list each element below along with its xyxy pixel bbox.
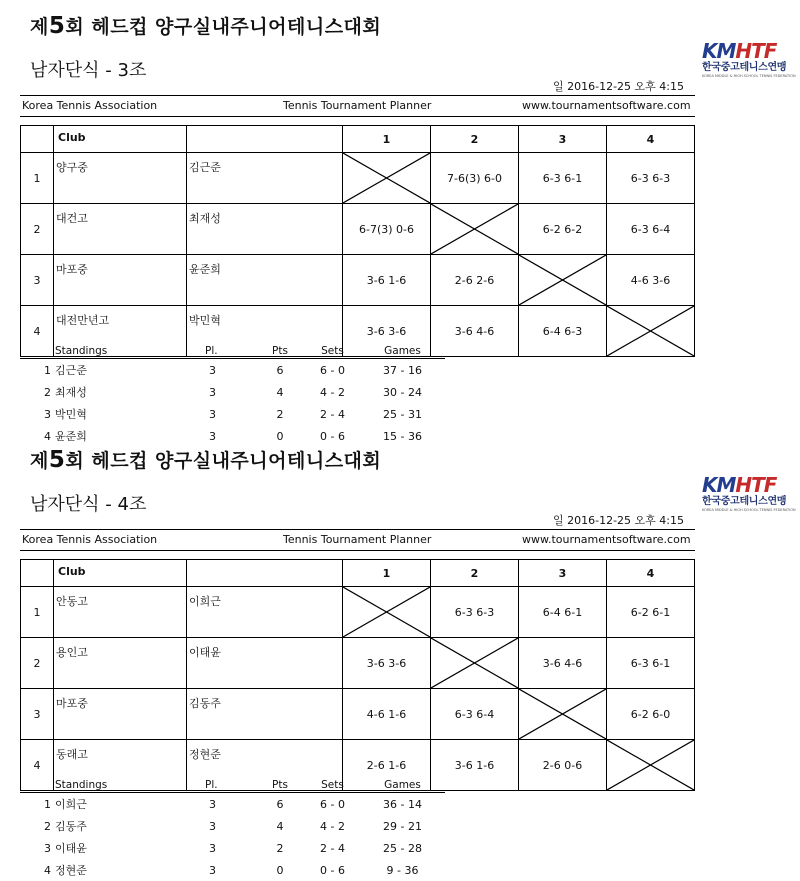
standings-header: Standings (20, 777, 195, 793)
print-date: 일 2016-12-25 오후 4:15 (553, 514, 684, 527)
standing-games: 15 - 36 (383, 429, 422, 443)
standings-row (20, 793, 445, 816)
player-name: 김동주 (187, 689, 343, 740)
seed-number: 1 (21, 153, 54, 204)
cross-mark (519, 689, 606, 739)
seed-number: 2 (21, 204, 54, 255)
standing-rank: 4 (44, 863, 51, 877)
standings-row (20, 381, 445, 403)
self-match-cell (343, 587, 431, 638)
cross-mark (343, 587, 430, 637)
round-robin-table (20, 125, 695, 357)
standing-played: 3 (209, 407, 216, 421)
logo-korean-text: 한국중고테니스연맹 (702, 62, 787, 73)
pl-header: Pl. (195, 343, 255, 359)
player-row (21, 689, 695, 740)
seed-number: 4 (21, 306, 54, 357)
club-name: 용인고 (54, 638, 187, 689)
header-blank-cell (21, 126, 54, 153)
match-score: 4-6 1-6 (343, 689, 431, 740)
player-row (21, 638, 695, 689)
standing-player: 이희근 (55, 798, 87, 811)
self-match-cell (607, 306, 695, 357)
pl-header: Pl. (195, 777, 255, 793)
match-score: 3-6 3-6 (343, 638, 431, 689)
standings-table (20, 777, 445, 881)
standing-rank: 3 (44, 407, 51, 421)
match-score: 6-3 6-3 (431, 587, 519, 638)
player-name: 최재성 (187, 204, 343, 255)
standing-rank: 2 (44, 819, 51, 833)
standing-points: 6 (276, 363, 284, 377)
club-name: 양구중 (54, 153, 187, 204)
player-row (21, 153, 695, 204)
standing-rank: 1 (44, 363, 51, 377)
standing-played: 3 (209, 385, 216, 399)
standing-sets: 4 - 2 (320, 819, 345, 833)
match-score: 3-6 4-6 (431, 306, 519, 357)
standing-rank: 3 (44, 841, 51, 855)
standing-played: 3 (209, 863, 216, 877)
standings-row (20, 403, 445, 425)
match-score: 4-6 3-6 (607, 255, 695, 306)
logo-mark: KMHTF (702, 473, 777, 497)
club-name: 동래고 (54, 740, 187, 791)
column-number: 2 (431, 560, 519, 587)
seed-number: 3 (21, 689, 54, 740)
header-bar (20, 95, 695, 117)
table-header-row (21, 560, 695, 587)
print-date: 일 2016-12-25 오후 4:15 (553, 80, 684, 93)
self-match-cell (431, 638, 519, 689)
self-match-cell (519, 255, 607, 306)
match-score: 6-2 6-1 (607, 587, 695, 638)
games-header: Games (360, 777, 445, 793)
pts-header: Pts (255, 343, 305, 359)
standing-sets: 2 - 4 (320, 407, 345, 421)
match-score: 6-3 6-1 (519, 153, 607, 204)
standings-header-row (20, 777, 445, 793)
standing-sets: 4 - 2 (320, 385, 345, 399)
self-match-cell (343, 153, 431, 204)
standings-row (20, 837, 445, 859)
match-score: 6-4 6-1 (519, 587, 607, 638)
standing-games: 36 - 14 (383, 797, 422, 811)
standing-games: 25 - 28 (383, 841, 422, 855)
standings-table (20, 343, 445, 447)
standing-points: 0 (276, 863, 284, 877)
cross-mark (431, 204, 518, 254)
group-subtitle: 남자단식 - 4조 (30, 494, 147, 515)
standing-player: 김근준 (55, 364, 87, 377)
standing-points: 2 (276, 407, 284, 421)
header-planner: Tennis Tournament Planner (283, 533, 432, 546)
column-number: 1 (343, 126, 431, 153)
match-score: 6-2 6-2 (519, 204, 607, 255)
player-row (21, 204, 695, 255)
player-row (21, 587, 695, 638)
table-header-row (21, 126, 695, 153)
header-website: www.tournamentsoftware.com (522, 533, 691, 546)
standing-player: 이태윤 (55, 842, 87, 855)
self-match-cell (519, 689, 607, 740)
column-number: 1 (343, 560, 431, 587)
match-score: 6-3 6-3 (607, 153, 695, 204)
club-name: 대전만년고 (54, 306, 187, 357)
standing-sets: 6 - 0 (320, 363, 345, 377)
header-blank-cell (187, 560, 343, 587)
seed-number: 3 (21, 255, 54, 306)
standing-games: 25 - 31 (383, 407, 422, 421)
club-name: 마포중 (54, 689, 187, 740)
standing-games: 37 - 16 (383, 363, 422, 377)
round-robin-table (20, 559, 695, 791)
player-name: 김근준 (187, 153, 343, 204)
standing-sets: 0 - 6 (320, 429, 345, 443)
logo-english-text: KOREA MIDDLE & HIGH SCHOOL TENNIS FEDERATION (702, 508, 796, 512)
pts-header: Pts (255, 777, 305, 793)
match-score: 6-3 6-4 (431, 689, 519, 740)
tournament-title: 제5회 헤드컵 양구실내주니어테니스대회 (30, 447, 382, 473)
match-score: 6-3 6-1 (607, 638, 695, 689)
federation-logo (702, 40, 794, 88)
group-section (0, 434, 800, 877)
match-score: 6-4 6-3 (519, 306, 607, 357)
sets-header: Sets (305, 777, 360, 793)
player-name: 박민혁 (187, 306, 343, 357)
standing-games: 9 - 36 (386, 863, 419, 877)
standing-points: 6 (276, 797, 284, 811)
match-score: 2-6 1-6 (343, 740, 431, 791)
column-number: 4 (607, 126, 695, 153)
seed-number: 4 (21, 740, 54, 791)
tournament-title: 제5회 헤드컵 양구실내주니어테니스대회 (30, 13, 382, 39)
header-blank-cell (187, 126, 343, 153)
standing-games: 30 - 24 (383, 385, 422, 399)
match-score: 2-6 0-6 (519, 740, 607, 791)
cross-mark (607, 740, 694, 790)
standings-row (20, 359, 445, 382)
player-name: 이희근 (187, 587, 343, 638)
standing-player: 정현준 (55, 864, 87, 877)
self-match-cell (431, 204, 519, 255)
player-name: 정현준 (187, 740, 343, 791)
match-score: 2-6 2-6 (431, 255, 519, 306)
match-score: 7-6(3) 6-0 (431, 153, 519, 204)
player-name: 이태윤 (187, 638, 343, 689)
match-score: 6-3 6-4 (607, 204, 695, 255)
column-number: 4 (607, 560, 695, 587)
header-planner: Tennis Tournament Planner (283, 99, 432, 112)
match-score: 3-6 3-6 (343, 306, 431, 357)
standing-rank: 4 (44, 429, 51, 443)
standing-played: 3 (209, 841, 216, 855)
standings-row (20, 859, 445, 881)
match-score: 3-6 1-6 (431, 740, 519, 791)
club-header: Club (54, 126, 187, 153)
logo-korean-text: 한국중고테니스연맹 (702, 496, 787, 507)
federation-logo (702, 474, 794, 522)
standings-header: Standings (20, 343, 195, 359)
match-score: 3-6 1-6 (343, 255, 431, 306)
column-number: 3 (519, 126, 607, 153)
standings-header-row (20, 343, 445, 359)
standing-played: 3 (209, 363, 216, 377)
match-score: 6-7(3) 0-6 (343, 204, 431, 255)
standing-player: 박민혁 (55, 408, 87, 421)
standings-row (20, 815, 445, 837)
column-number: 2 (431, 126, 519, 153)
header-association: Korea Tennis Association (22, 99, 158, 112)
cross-mark (343, 153, 430, 203)
standing-sets: 2 - 4 (320, 841, 345, 855)
header-website: www.tournamentsoftware.com (522, 99, 691, 112)
club-header: Club (54, 560, 187, 587)
standing-player: 최재성 (55, 386, 87, 399)
standing-games: 29 - 21 (383, 819, 422, 833)
logo-mark: KMHTF (702, 39, 777, 63)
self-match-cell (607, 740, 695, 791)
club-name: 대건고 (54, 204, 187, 255)
standing-rank: 2 (44, 385, 51, 399)
header-blank-cell (21, 560, 54, 587)
standing-points: 4 (276, 819, 284, 833)
player-name: 윤준희 (187, 255, 343, 306)
club-name: 안동고 (54, 587, 187, 638)
seed-number: 1 (21, 587, 54, 638)
cross-mark (431, 638, 518, 688)
standing-points: 0 (276, 429, 284, 443)
standing-points: 2 (276, 841, 284, 855)
player-row (21, 255, 695, 306)
standing-sets: 6 - 0 (320, 797, 345, 811)
games-header: Games (360, 343, 445, 359)
club-name: 마포중 (54, 255, 187, 306)
standing-player: 윤준희 (55, 430, 87, 443)
header-association: Korea Tennis Association (22, 533, 158, 546)
sets-header: Sets (305, 343, 360, 359)
cross-mark (607, 306, 694, 356)
header-bar (20, 529, 695, 551)
standing-points: 4 (276, 385, 284, 399)
standing-sets: 0 - 6 (320, 863, 345, 877)
standing-rank: 1 (44, 797, 51, 811)
group-subtitle: 남자단식 - 3조 (30, 60, 147, 81)
match-score: 3-6 4-6 (519, 638, 607, 689)
column-number: 3 (519, 560, 607, 587)
standing-played: 3 (209, 429, 216, 443)
match-score: 6-2 6-0 (607, 689, 695, 740)
standing-played: 3 (209, 819, 216, 833)
standing-player: 김동주 (55, 820, 87, 833)
logo-english-text: KOREA MIDDLE & HIGH SCHOOL TENNIS FEDERATION (702, 74, 796, 78)
cross-mark (519, 255, 606, 305)
standing-played: 3 (209, 797, 216, 811)
seed-number: 2 (21, 638, 54, 689)
